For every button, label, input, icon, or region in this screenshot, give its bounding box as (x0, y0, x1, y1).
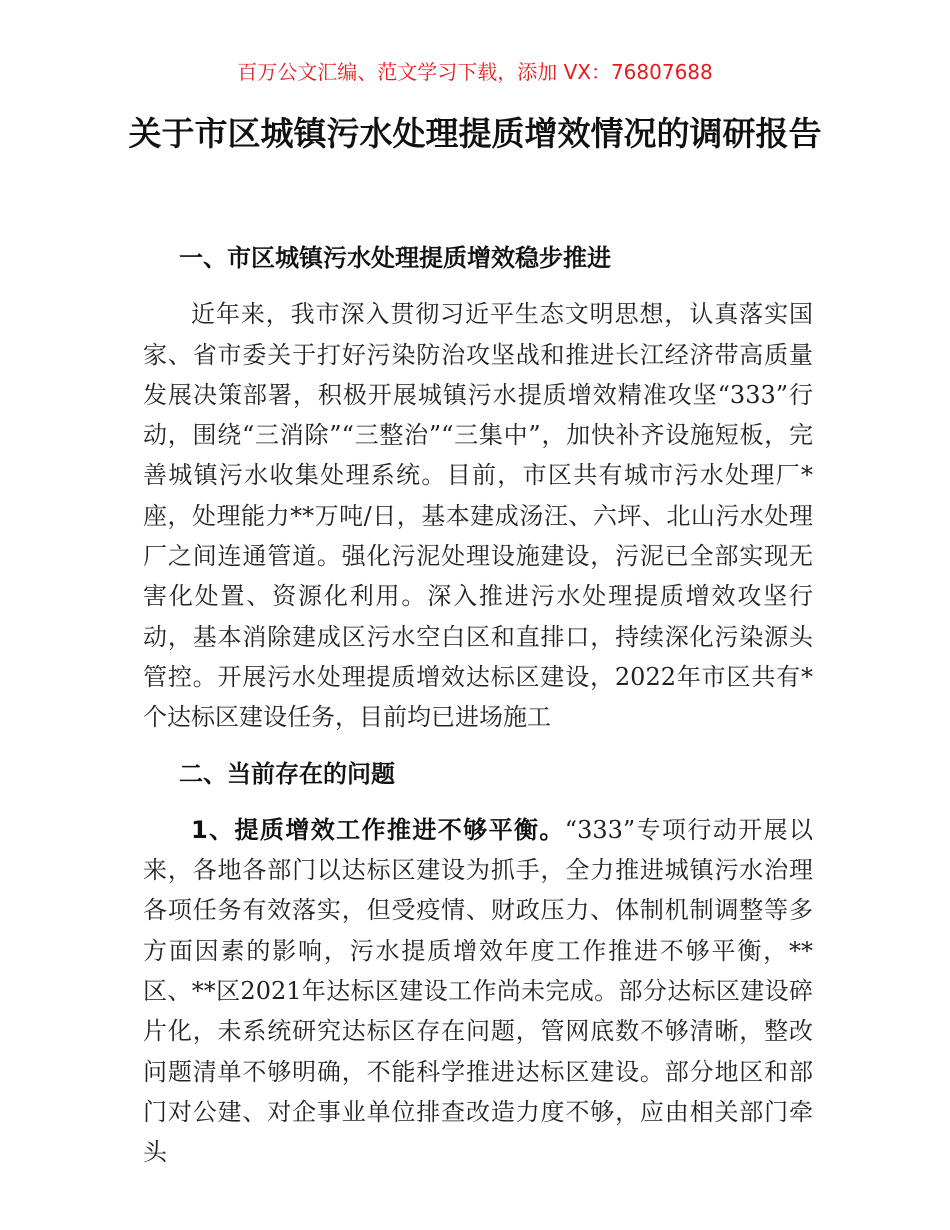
item-lead-text: 1、提质增效工作推进不够平衡。 (191, 815, 565, 844)
document-body (143, 238, 813, 1189)
watermark-banner: 百万公文汇编、范文学习下载，添加 VX：76807688 (237, 60, 713, 84)
section-item-1 (143, 810, 813, 1173)
page-title: 关于市区城镇污水处理提质增效情况的调研报告 (128, 114, 822, 153)
section-paragraph-1: 近年来，我市深入贯彻习近平生态文明思想，认真落实国家、省市委关于打好污染防治攻坚战和推进长江经济带高质量发展决策部署，积极开展城镇污水提质增效精准攻坚“333”行动，围绕“三消除”“三整治”“三集中”，加快补齐设施短板，完善城镇污水收集处理系统。目前，市区共有城市污水处理厂*座，处理能力**万吨/日，基本建成汤汪、六坪、北山污水处理厂之间连通管道。强化污泥处理设施建设，污泥已全部实现无害化处置、资源化利用。深入推进污水处理提质增效攻坚行动，基本消除建成区污水空白区和直排口，持续深化污染源头管控。开展污水处理提质增效达标区建设，2022年市区共有*个达标区建设任务，目前均已进场施工 (143, 300, 813, 732)
section-heading-1: 一、市区城镇污水处理提质增效稳步推进 (179, 244, 611, 272)
section-heading-2: 二、当前存在的问题 (179, 759, 395, 788)
item-body-text: “333”专项行动开展以来，各地各部门以达标区建设为抓手，全力推进城镇污水治理各项任务有效落实，但受疫情、财政压力、体制机制调整等多方面因素的影响，污水提质增效年度工作推进不够平衡，**区、**区2021年达标区建设工作尚未完成。部分达标区建设碎片化，未系统研究达标区存在问题，管网底数不够清晰，整改问题清单不够明确，不能科学推进达标区建设。部分地区和部门对公建、对企事业单位排查改造力度不够，应由相关部门牵头 (143, 815, 813, 1167)
